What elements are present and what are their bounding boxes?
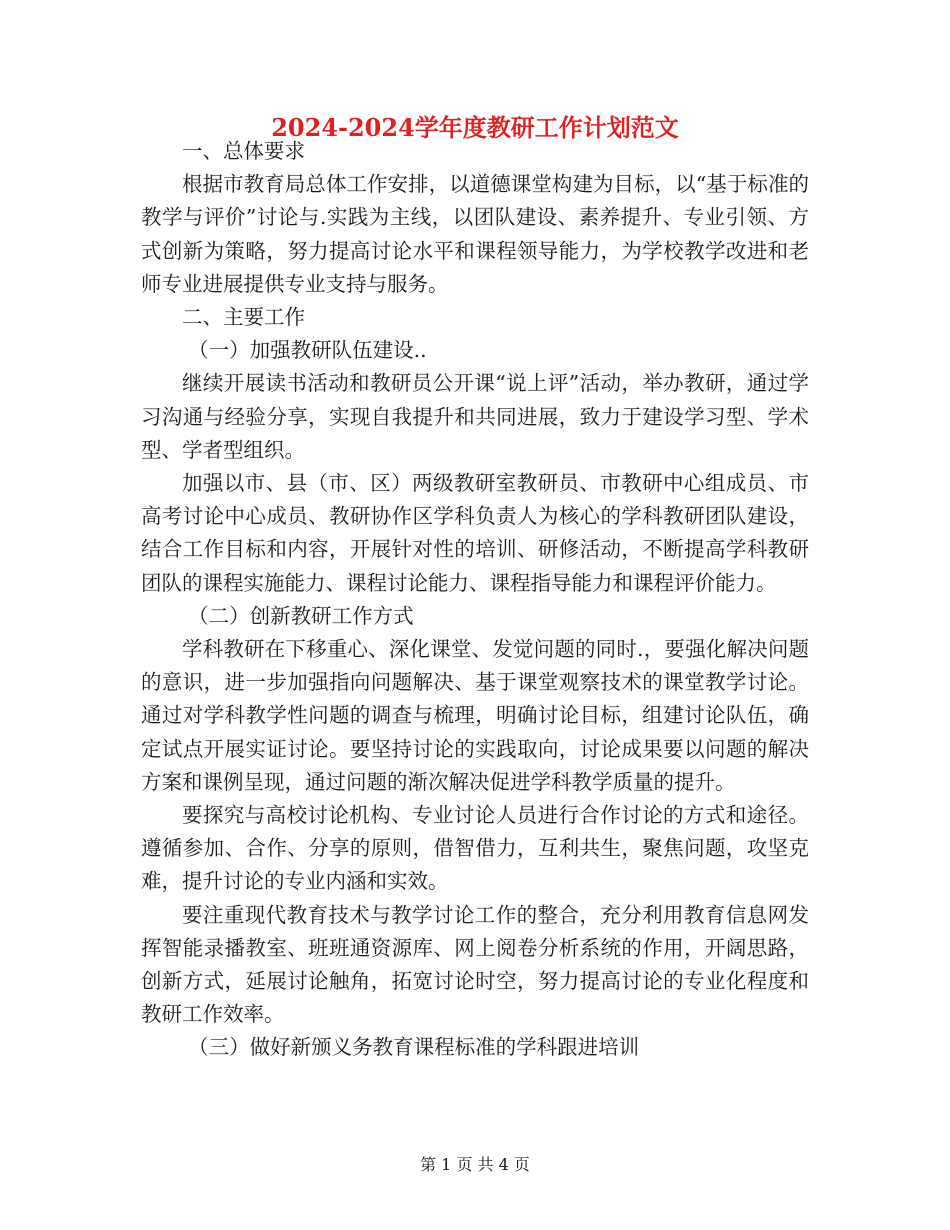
- paragraph-subject-research: 学科教研在下移重心、深化课堂、发觉问题的同时.，要强化解决问题的意识，进一步加强指向问题解决、基于课堂观察技术的课堂教学讨论。通过对学科教学性问题的调查与梳理，明确讨论目标，组建讨论队伍，确定试点开展实证讨论。要坚持讨论的实践取向，讨论成果要以问题的解决方案和课例呈现，通过问题的渐次解决促进学科教学质量的提升。: [141, 637, 809, 794]
- section-heading-main-work: 二、主要工作: [182, 305, 305, 330]
- document-body: [141, 135, 809, 1065]
- paragraph-technology-integration: 要注重现代教育技术与教学讨论工作的整合，充分利用教育信息网发挥智能录播教室、班班通资源库、网上阅卷分析系统的作用，开阔思路，创新方式，延展讨论触角，拓宽讨论时空，努力提高讨论的专业化程度和教研工作效率。: [141, 902, 809, 1027]
- subsection-heading-innovation: （二）创新教研工作方式: [188, 603, 414, 628]
- document-title: 2024-2024学年度教研工作计划范文: [271, 113, 679, 142]
- paragraph-reading-activities: 继续开展读书活动和教研员公开课“说上评”活动，举办教研，通过学习沟通与经验分享，实现自我提升和共同进展，致力于建设学习型、学术型、学者型组织。: [141, 371, 809, 462]
- paragraph-team-strengthening: 加强以市、县（市、区）两级教研室教研员、市教研中心组成员、市高考讨论中心成员、教研协作区学科负责人为核心的学科教研团队建设，结合工作目标和内容，开展针对性的培训、研修活动，不断提高学科教研团队的课程实施能力、课程讨论能力、课程指导能力和课程评价能力。: [141, 471, 809, 595]
- paragraph-university-cooperation: 要探究与高校讨论机构、专业讨论人员进行合作讨论的方式和途径。遵循参加、合作、分享的原则，借智借力，互利共生，聚焦问题，攻坚克难，提升讨论的专业内涵和实效。: [141, 803, 809, 894]
- subsection-heading-team-building: （一）加强教研队伍建设..: [188, 338, 427, 363]
- subsection-heading-curriculum-training: （三）做好新颁义务教育课程标准的学科跟进培训: [188, 1035, 640, 1060]
- page-number-footer: 第 1 页 共 4 页: [420, 1155, 530, 1174]
- paragraph-general-requirements: 根据市教育局总体工作安排，以道德课堂构建为目标，以“基于标准的教学与评价”讨论与.实践为主线，以团队建设、素养提升、专业引领、方式创新为策略，努力提高讨论水平和课程领导能力，为学校教学改进和老师专业进展提供专业支持与服务。: [141, 172, 809, 296]
- section-heading-general-requirements: 一、总体要求: [182, 139, 305, 163]
